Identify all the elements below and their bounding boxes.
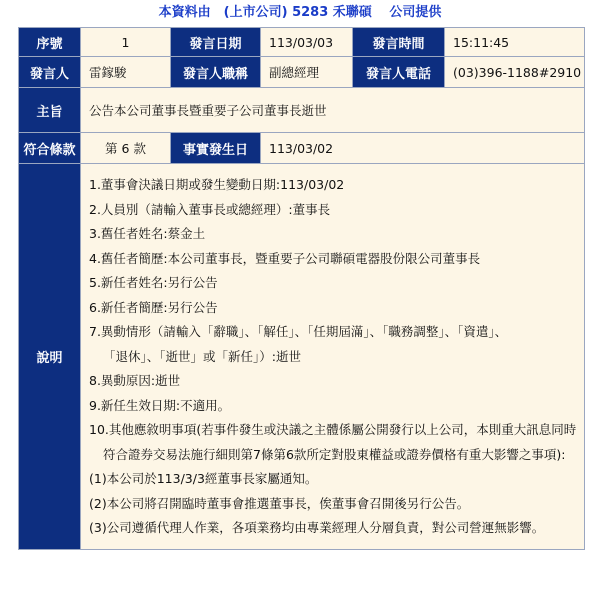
description-line: 4.舊任者簡歷:本公司董事長，暨重要子公司聯碩電器股份限公司董事長 [89, 250, 481, 266]
announcement-table [18, 27, 585, 550]
description-line: 「退休」、「逝世」或「新任」）:逝世 [103, 348, 301, 364]
value-seq: 1 [81, 28, 171, 57]
description-body [81, 164, 585, 550]
row-clause [19, 133, 585, 164]
label-event-date: 事實發生日 [171, 133, 261, 164]
label-phone: 發言人電話 [353, 57, 445, 88]
description-line: 7.異動情形（請輸入「辭職」、「解任」、「任期屆滿」、「職務調整」、「資遣」、 [89, 324, 508, 339]
description-line: 3.舊任者姓名:蔡金土 [89, 226, 206, 241]
value-clause: 第 6 款 [81, 133, 171, 164]
row-seq [19, 28, 585, 57]
value-phone: (03)396-1188#2910 [445, 57, 585, 88]
description-line: 1.董事會決議日期或發生變動日期:113/03/02 [89, 177, 345, 192]
row-speaker [19, 57, 585, 88]
row-subject [19, 88, 585, 133]
description-line: 6.新任者簡歷:另行公告 [89, 299, 218, 315]
row-description [19, 164, 585, 550]
description-line: 2.人員別（請輸入董事長或總經理）:董事長 [89, 201, 331, 217]
description-line: (1)本公司於113/3/3經董事長家屬通知。 [89, 471, 318, 486]
description-line: 符合證券交易法施行細則第7條第6款所定對股東權益或證券價格有重大影響之事項): [103, 446, 566, 462]
value-date: 113/03/03 [261, 28, 353, 57]
description-line: 9.新任生效日期:不適用。 [89, 397, 231, 413]
value-time: 15:11:45 [445, 28, 585, 57]
source-header: 本資料由 (上市公司) 5283 禾聯碩 公司提供 [158, 5, 442, 20]
label-description: 說明 [19, 164, 81, 550]
value-speaker: 雷鎵駿 [81, 57, 171, 88]
label-subject: 主旨 [19, 88, 81, 133]
description-line: 10.其他應敘明事項(若事件發生或決議之主體係屬公開發行以上公司，本則重大訊息同時 [89, 422, 577, 437]
value-event-date: 113/03/02 [261, 133, 585, 164]
description-line: 8.異動原因:逝世 [89, 373, 181, 388]
label-date: 發言日期 [171, 28, 261, 57]
description-line: (3)公司遵循代理人作業，各項業務均由專業經理人分層負責，對公司營運無影響。 [89, 520, 545, 535]
description-line: 5.新任者姓名:另行公告 [89, 275, 218, 290]
label-seq: 序號 [19, 28, 81, 57]
label-time: 發言時間 [353, 28, 445, 57]
label-title: 發言人職稱 [171, 57, 261, 88]
value-title: 副總經理 [261, 57, 353, 88]
label-clause: 符合條款 [19, 133, 81, 164]
description-line: (2)本公司將召開臨時董事會推選董事長，俟董事會召開後另行公告。 [89, 495, 470, 511]
value-subject: 公告本公司董事長暨重要子公司董事長逝世 [81, 88, 585, 133]
label-speaker: 發言人 [19, 57, 81, 88]
